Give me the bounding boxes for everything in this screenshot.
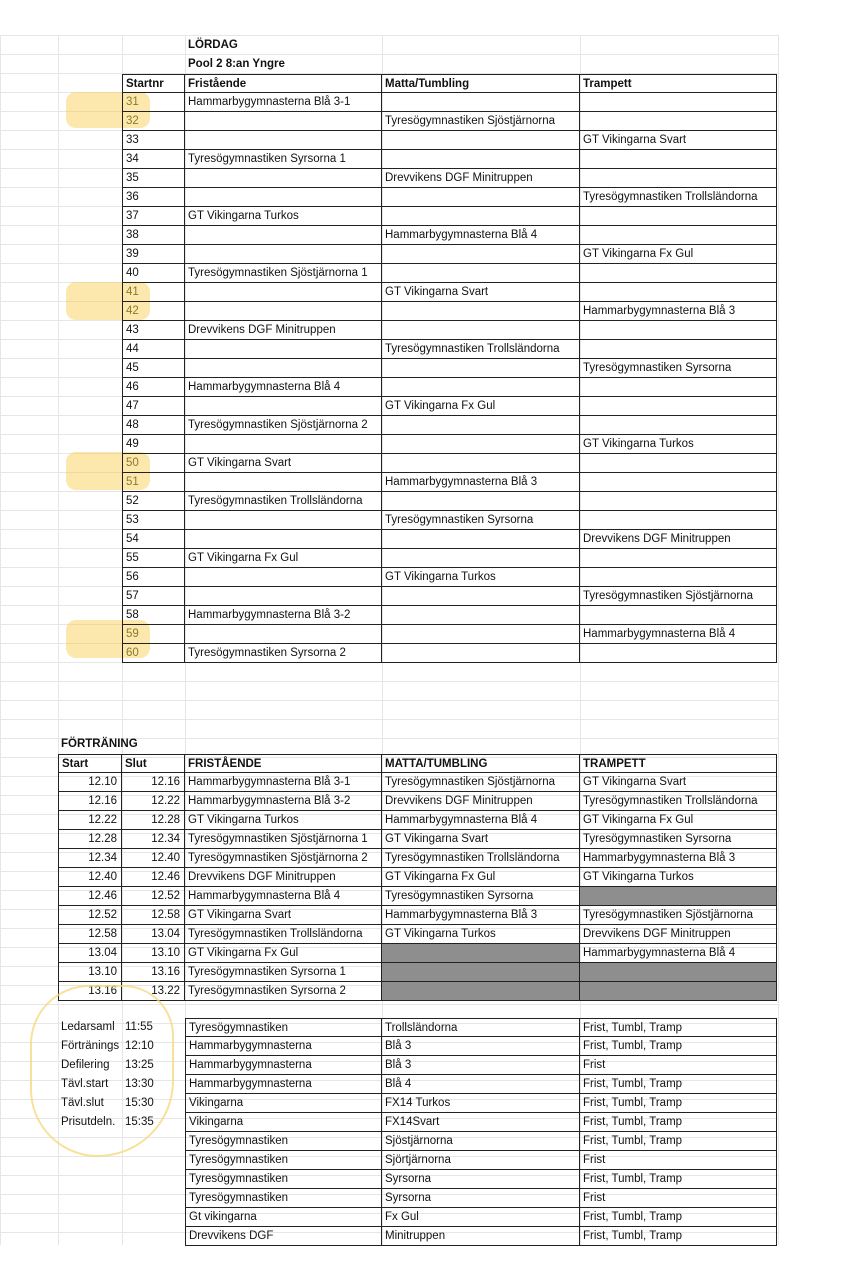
team-cell	[185, 302, 382, 321]
team-row	[0, 1189, 778, 1208]
team-cell	[382, 416, 580, 435]
schedule-row	[0, 454, 778, 473]
team-cell	[580, 226, 777, 245]
team-cell	[382, 378, 580, 397]
team-cell: Drevvikens DGF Minitruppen	[580, 925, 777, 944]
startnr-cell: 52	[122, 492, 185, 511]
pool-title: Pool 2 8:an Yngre	[188, 58, 285, 70]
club-cell: Tyresögymnastiken	[185, 1189, 382, 1208]
startnr-cell: 57	[122, 587, 185, 606]
team-cell	[580, 112, 777, 131]
end-time-cell: 13.04	[122, 925, 185, 944]
team-cell	[382, 93, 580, 112]
schedule-row	[0, 93, 778, 112]
gridline-h	[0, 719, 778, 720]
start-time-cell: 12.40	[58, 868, 122, 887]
team-cell	[185, 530, 382, 549]
end-time-cell: 12.40	[122, 849, 185, 868]
end-time-cell: 12.34	[122, 830, 185, 849]
team-cell: Drevvikens DGF Minitruppen	[382, 169, 580, 188]
team-cell: GT Vikingarna Turkos	[185, 207, 382, 226]
startnr-cell: 50	[122, 454, 185, 473]
empty-gray-cell	[580, 887, 777, 906]
warmup-title: FÖRTRÄNING	[61, 738, 138, 750]
team-cell	[382, 359, 580, 378]
team-cell: Tyresögymnastiken Sjöstjärnorna 2	[185, 416, 382, 435]
startnr-cell: 51	[122, 473, 185, 492]
schedule-row	[0, 625, 778, 644]
warmup-header-cell: FRISTÅENDE	[185, 754, 382, 773]
team-cell: Tyresögymnastiken Syrsorna	[382, 887, 580, 906]
start-time-cell: 13.10	[58, 963, 122, 982]
team-cell: Tyresögymnastiken Syrsorna 2	[185, 644, 382, 663]
end-time-cell: 13.10	[122, 944, 185, 963]
team-cell: Drevvikens DGF Minitruppen	[185, 868, 382, 887]
team-cell: Tyresögymnastiken Sjöstjärnorna	[382, 112, 580, 131]
team-cell	[382, 644, 580, 663]
schedule-row	[0, 473, 778, 492]
team-cell	[382, 264, 580, 283]
team-cell	[580, 283, 777, 302]
team-cell	[382, 549, 580, 568]
time-label: Tävl.slut	[61, 1097, 104, 1109]
schedule-row	[0, 188, 778, 207]
apparatus-cell: Frist, Tumbl, Tramp	[580, 1075, 777, 1094]
time-value: 13:30	[125, 1078, 154, 1090]
team-cell	[580, 568, 777, 587]
team-cell	[185, 511, 382, 530]
team-cell	[382, 207, 580, 226]
startnr-cell: 53	[122, 511, 185, 530]
startnr-cell: 46	[122, 378, 185, 397]
team-cell: Hammarbygymnasterna Blå 4	[580, 625, 777, 644]
team-name-cell: Blå 4	[382, 1075, 580, 1094]
warmup-row	[0, 811, 778, 830]
team-name-cell: Sjöstjärnorna	[382, 1132, 580, 1151]
start-time-cell: 12.34	[58, 849, 122, 868]
club-cell: Drevvikens DGF	[185, 1227, 382, 1246]
club-cell: Gt vikingarna	[185, 1208, 382, 1227]
schedule-header-cell: Startnr	[122, 74, 185, 93]
team-cell: GT Vikingarna Svart	[185, 906, 382, 925]
team-cell: Hammarbygymnasterna Blå 3-2	[185, 792, 382, 811]
time-label: Prisutdeln.	[61, 1116, 116, 1128]
time-label: Defilering	[61, 1059, 110, 1071]
team-cell: Drevvikens DGF Minitruppen	[382, 792, 580, 811]
team-cell	[382, 530, 580, 549]
schedule-row	[0, 321, 778, 340]
team-cell: GT Vikingarna Fx Gul	[580, 811, 777, 830]
startnr-cell: 47	[122, 397, 185, 416]
startnr-cell: 34	[122, 150, 185, 169]
startnr-cell: 54	[122, 530, 185, 549]
gridline-h	[0, 700, 778, 701]
schedule-row	[0, 587, 778, 606]
startnr-cell: 59	[122, 625, 185, 644]
team-cell	[580, 492, 777, 511]
team-cell	[580, 644, 777, 663]
startnr-cell: 31	[122, 93, 185, 112]
warmup-row	[0, 830, 778, 849]
team-cell: GT Vikingarna Fx Gul	[382, 868, 580, 887]
schedule-row	[0, 150, 778, 169]
startnr-cell: 42	[122, 302, 185, 321]
apparatus-cell: Frist, Tumbl, Tramp	[580, 1094, 777, 1113]
team-row	[0, 1227, 778, 1246]
team-cell	[580, 454, 777, 473]
team-cell	[185, 359, 382, 378]
apparatus-cell: Frist	[580, 1189, 777, 1208]
hand-drawn-circle	[30, 985, 174, 1157]
team-cell: GT Vikingarna Turkos	[580, 435, 777, 454]
club-cell: Tyresögymnastiken	[185, 1151, 382, 1170]
team-cell: Tyresögymnastiken Trollsländorna	[382, 340, 580, 359]
apparatus-cell: Frist, Tumbl, Tramp	[580, 1132, 777, 1151]
team-cell	[580, 93, 777, 112]
team-cell: GT Vikingarna Turkos	[382, 925, 580, 944]
schedule-row	[0, 112, 778, 131]
team-cell: GT Vikingarna Svart	[580, 773, 777, 792]
team-cell	[580, 340, 777, 359]
schedule-row	[0, 606, 778, 625]
team-cell	[382, 302, 580, 321]
empty-gray-cell	[382, 944, 580, 963]
team-cell: Hammarbygymnasterna Blå 3-2	[185, 606, 382, 625]
team-name-cell: Trollsländorna	[382, 1018, 580, 1037]
team-cell: GT Vikingarna Svart	[185, 454, 382, 473]
warmup-row	[0, 963, 778, 982]
time-value: 12:10	[125, 1040, 154, 1052]
club-cell: Hammarbygymnasterna	[185, 1075, 382, 1094]
schedule-row	[0, 245, 778, 264]
team-cell	[185, 245, 382, 264]
warmup-header-cell: Slut	[122, 754, 185, 773]
team-cell	[580, 150, 777, 169]
schedule-row	[0, 131, 778, 150]
team-cell	[580, 169, 777, 188]
time-value: 15:30	[125, 1097, 154, 1109]
club-cell: Vikingarna	[185, 1094, 382, 1113]
team-cell: Hammarbygymnasterna Blå 3-1	[185, 93, 382, 112]
warmup-header-cell: Start	[58, 754, 122, 773]
start-time-cell: 13.16	[58, 982, 122, 1001]
end-time-cell: 12.22	[122, 792, 185, 811]
team-cell	[185, 112, 382, 131]
schedule-row	[0, 568, 778, 587]
startnr-cell: 45	[122, 359, 185, 378]
schedule-header-row	[0, 74, 778, 93]
team-cell	[382, 606, 580, 625]
schedule-row	[0, 378, 778, 397]
time-label: Ledarsaml	[61, 1021, 115, 1033]
team-cell: GT Vikingarna Fx Gul	[185, 549, 382, 568]
apparatus-cell: Frist, Tumbl, Tramp	[580, 1018, 777, 1037]
warmup-row	[0, 887, 778, 906]
warmup-row	[0, 773, 778, 792]
team-name-cell: Blå 3	[382, 1037, 580, 1056]
team-name-cell: Sjörtjärnorna	[382, 1151, 580, 1170]
warmup-row	[0, 868, 778, 887]
warmup-row	[0, 925, 778, 944]
startnr-cell: 55	[122, 549, 185, 568]
apparatus-cell: Frist, Tumbl, Tramp	[580, 1113, 777, 1132]
team-cell: GT Vikingarna Svart	[382, 283, 580, 302]
warmup-header-cell: TRAMPETT	[580, 754, 777, 773]
team-cell: Tyresögymnastiken Sjöstjärnorna	[580, 906, 777, 925]
end-time-cell: 12.52	[122, 887, 185, 906]
team-cell	[185, 435, 382, 454]
day-title: LÖRDAG	[188, 39, 238, 51]
time-label: Tävl.start	[61, 1078, 109, 1090]
team-cell: Hammarbygymnasterna Blå 3-1	[185, 773, 382, 792]
pool-title-row	[0, 55, 778, 74]
end-time-cell: 12.46	[122, 868, 185, 887]
apparatus-cell: Frist, Tumbl, Tramp	[580, 1208, 777, 1227]
team-cell: Tyresögymnastiken Syrsorna	[580, 359, 777, 378]
warmup-row	[0, 792, 778, 811]
startnr-cell: 56	[122, 568, 185, 587]
team-cell: Tyresögymnastiken Sjöstjärnorna 2	[185, 849, 382, 868]
time-value: 13:25	[125, 1059, 154, 1071]
team-cell: Tyresögymnastiken Syrsorna 2	[185, 982, 382, 1001]
team-row	[0, 1208, 778, 1227]
team-cell	[185, 188, 382, 207]
club-cell: Tyresögymnastiken	[185, 1018, 382, 1037]
time-label: Förtränings	[61, 1040, 120, 1052]
gridline-h	[0, 681, 778, 682]
team-cell	[580, 397, 777, 416]
schedule-row	[0, 264, 778, 283]
club-cell: Vikingarna	[185, 1113, 382, 1132]
club-cell: Hammarbygymnasterna	[185, 1056, 382, 1075]
team-cell: Drevvikens DGF Minitruppen	[185, 321, 382, 340]
team-cell: Tyresögymnastiken Syrsorna 1	[185, 963, 382, 982]
empty-gray-cell	[382, 963, 580, 982]
schedule-row	[0, 226, 778, 245]
end-time-cell: 13.16	[122, 963, 185, 982]
team-cell	[580, 416, 777, 435]
team-cell	[382, 587, 580, 606]
team-cell: Tyresögymnastiken Sjöstjärnorna	[580, 587, 777, 606]
team-cell	[580, 606, 777, 625]
team-cell	[185, 169, 382, 188]
end-time-cell: 12.58	[122, 906, 185, 925]
empty-gray-cell	[580, 982, 777, 1001]
team-cell: GT Vikingarna Turkos	[185, 811, 382, 830]
apparatus-cell: Frist, Tumbl, Tramp	[580, 1227, 777, 1246]
schedule-header-cell: Fristående	[185, 74, 382, 93]
team-cell: Hammarbygymnasterna Blå 4	[185, 378, 382, 397]
team-cell: Hammarbygymnasterna Blå 3	[382, 906, 580, 925]
startnr-cell: 60	[122, 644, 185, 663]
club-cell: Tyresögymnastiken	[185, 1132, 382, 1151]
club-cell: Hammarbygymnasterna	[185, 1037, 382, 1056]
start-time-cell: 12.28	[58, 830, 122, 849]
team-cell: Hammarbygymnasterna Blå 3	[580, 849, 777, 868]
team-name-cell: FX14 Turkos	[382, 1094, 580, 1113]
schedule-row	[0, 207, 778, 226]
team-cell: Tyresögymnastiken Syrsorna	[580, 830, 777, 849]
team-cell	[185, 625, 382, 644]
schedule-header-cell: Trampett	[580, 74, 777, 93]
team-cell	[580, 321, 777, 340]
team-cell	[382, 625, 580, 644]
team-cell: Hammarbygymnasterna Blå 4	[185, 887, 382, 906]
start-time-cell: 12.16	[58, 792, 122, 811]
team-cell: GT Vikingarna Fx Gul	[382, 397, 580, 416]
schedule-row	[0, 340, 778, 359]
startnr-cell: 35	[122, 169, 185, 188]
startnr-cell: 40	[122, 264, 185, 283]
team-cell	[382, 131, 580, 150]
apparatus-cell: Frist	[580, 1056, 777, 1075]
team-cell: Tyresögymnastiken Trollsländorna	[185, 492, 382, 511]
team-cell	[580, 378, 777, 397]
start-time-cell: 13.04	[58, 944, 122, 963]
team-name-cell: Syrsorna	[382, 1170, 580, 1189]
apparatus-cell: Frist	[580, 1151, 777, 1170]
warmup-header-row	[0, 754, 778, 773]
schedule-row	[0, 435, 778, 454]
team-cell	[580, 549, 777, 568]
startnr-cell: 38	[122, 226, 185, 245]
apparatus-cell: Frist, Tumbl, Tramp	[580, 1170, 777, 1189]
warmup-row	[0, 944, 778, 963]
team-cell	[185, 226, 382, 245]
end-time-cell: 13.22	[122, 982, 185, 1001]
startnr-cell: 58	[122, 606, 185, 625]
team-name-cell: Fx Gul	[382, 1208, 580, 1227]
schedule-row	[0, 492, 778, 511]
team-cell	[382, 454, 580, 473]
startnr-cell: 36	[122, 188, 185, 207]
end-time-cell: 12.16	[122, 773, 185, 792]
team-cell	[185, 340, 382, 359]
team-cell	[382, 245, 580, 264]
team-cell: Tyresögymnastiken Trollsländorna	[382, 849, 580, 868]
empty-gray-cell	[382, 982, 580, 1001]
schedule-row	[0, 644, 778, 663]
apparatus-cell: Frist, Tumbl, Tramp	[580, 1037, 777, 1056]
day-title-row	[0, 36, 778, 55]
startnr-cell: 39	[122, 245, 185, 264]
warmup-header-cell: MATTA/TUMBLING	[382, 754, 580, 773]
time-value: 15:35	[125, 1116, 154, 1128]
schedule-row	[0, 302, 778, 321]
schedule-header-cell: Matta/Tumbling	[382, 74, 580, 93]
startnr-cell: 49	[122, 435, 185, 454]
startnr-cell: 48	[122, 416, 185, 435]
team-cell	[185, 131, 382, 150]
team-cell	[382, 435, 580, 454]
team-cell: Hammarbygymnasterna Blå 3	[580, 302, 777, 321]
team-cell	[580, 473, 777, 492]
club-cell: Tyresögymnastiken	[185, 1170, 382, 1189]
team-cell	[382, 321, 580, 340]
start-time-cell: 12.58	[58, 925, 122, 944]
team-cell: Tyresögymnastiken Trollsländorna	[185, 925, 382, 944]
schedule-row	[0, 549, 778, 568]
schedule-row	[0, 416, 778, 435]
team-cell: Tyresögymnastiken Syrsorna 1	[185, 150, 382, 169]
team-cell	[185, 397, 382, 416]
warmup-title-row	[0, 735, 200, 754]
team-cell: Tyresögymnastiken Trollsländorna	[580, 792, 777, 811]
team-cell: Tyresögymnastiken Trollsländorna	[580, 188, 777, 207]
team-cell: GT Vikingarna Fx Gul	[185, 944, 382, 963]
schedule-row	[0, 169, 778, 188]
start-time-cell: 12.22	[58, 811, 122, 830]
schedule-row	[0, 397, 778, 416]
schedule-row	[0, 283, 778, 302]
schedule-row	[0, 530, 778, 549]
team-cell: Hammarbygymnasterna Blå 4	[382, 811, 580, 830]
team-cell	[185, 568, 382, 587]
time-value: 11:55	[125, 1021, 153, 1033]
team-cell: Tyresögymnastiken Sjöstjärnorna 1	[185, 830, 382, 849]
startnr-cell: 37	[122, 207, 185, 226]
schedule-row	[0, 511, 778, 530]
team-cell	[382, 150, 580, 169]
empty-gray-cell	[580, 963, 777, 982]
warmup-row	[0, 906, 778, 925]
end-time-cell: 12.28	[122, 811, 185, 830]
team-cell: GT Vikingarna Svart	[382, 830, 580, 849]
start-time-cell: 12.10	[58, 773, 122, 792]
startnr-cell: 44	[122, 340, 185, 359]
startnr-cell: 41	[122, 283, 185, 302]
team-cell: GT Vikingarna Turkos	[382, 568, 580, 587]
team-cell	[382, 188, 580, 207]
warmup-row	[0, 849, 778, 868]
start-time-cell: 12.52	[58, 906, 122, 925]
team-cell: Tyresögymnastiken Syrsorna	[382, 511, 580, 530]
team-cell	[580, 511, 777, 530]
team-cell: Hammarbygymnasterna Blå 4	[382, 226, 580, 245]
team-cell: Hammarbygymnasterna Blå 4	[580, 944, 777, 963]
team-cell	[382, 492, 580, 511]
team-cell: GT Vikingarna Fx Gul	[580, 245, 777, 264]
team-name-cell: FX14Svart	[382, 1113, 580, 1132]
team-cell	[185, 587, 382, 606]
team-name-cell: Syrsorna	[382, 1189, 580, 1208]
team-cell: GT Vikingarna Svart	[580, 131, 777, 150]
team-cell: Drevvikens DGF Minitruppen	[580, 530, 777, 549]
team-name-cell: Blå 3	[382, 1056, 580, 1075]
start-time-cell: 12.46	[58, 887, 122, 906]
team-cell: Tyresögymnastiken Sjöstjärnorna 1	[185, 264, 382, 283]
team-cell: Hammarbygymnasterna Blå 3	[382, 473, 580, 492]
team-name-cell: Minitruppen	[382, 1227, 580, 1246]
team-cell: Tyresögymnastiken Sjöstjärnorna	[382, 773, 580, 792]
team-cell	[580, 264, 777, 283]
team-cell	[185, 283, 382, 302]
schedule-row	[0, 359, 778, 378]
team-cell	[185, 473, 382, 492]
team-cell: GT Vikingarna Turkos	[580, 868, 777, 887]
startnr-cell: 32	[122, 112, 185, 131]
gridline-v	[778, 35, 779, 1245]
team-cell	[580, 207, 777, 226]
startnr-cell: 43	[122, 321, 185, 340]
team-row	[0, 1170, 778, 1189]
startnr-cell: 33	[122, 131, 185, 150]
